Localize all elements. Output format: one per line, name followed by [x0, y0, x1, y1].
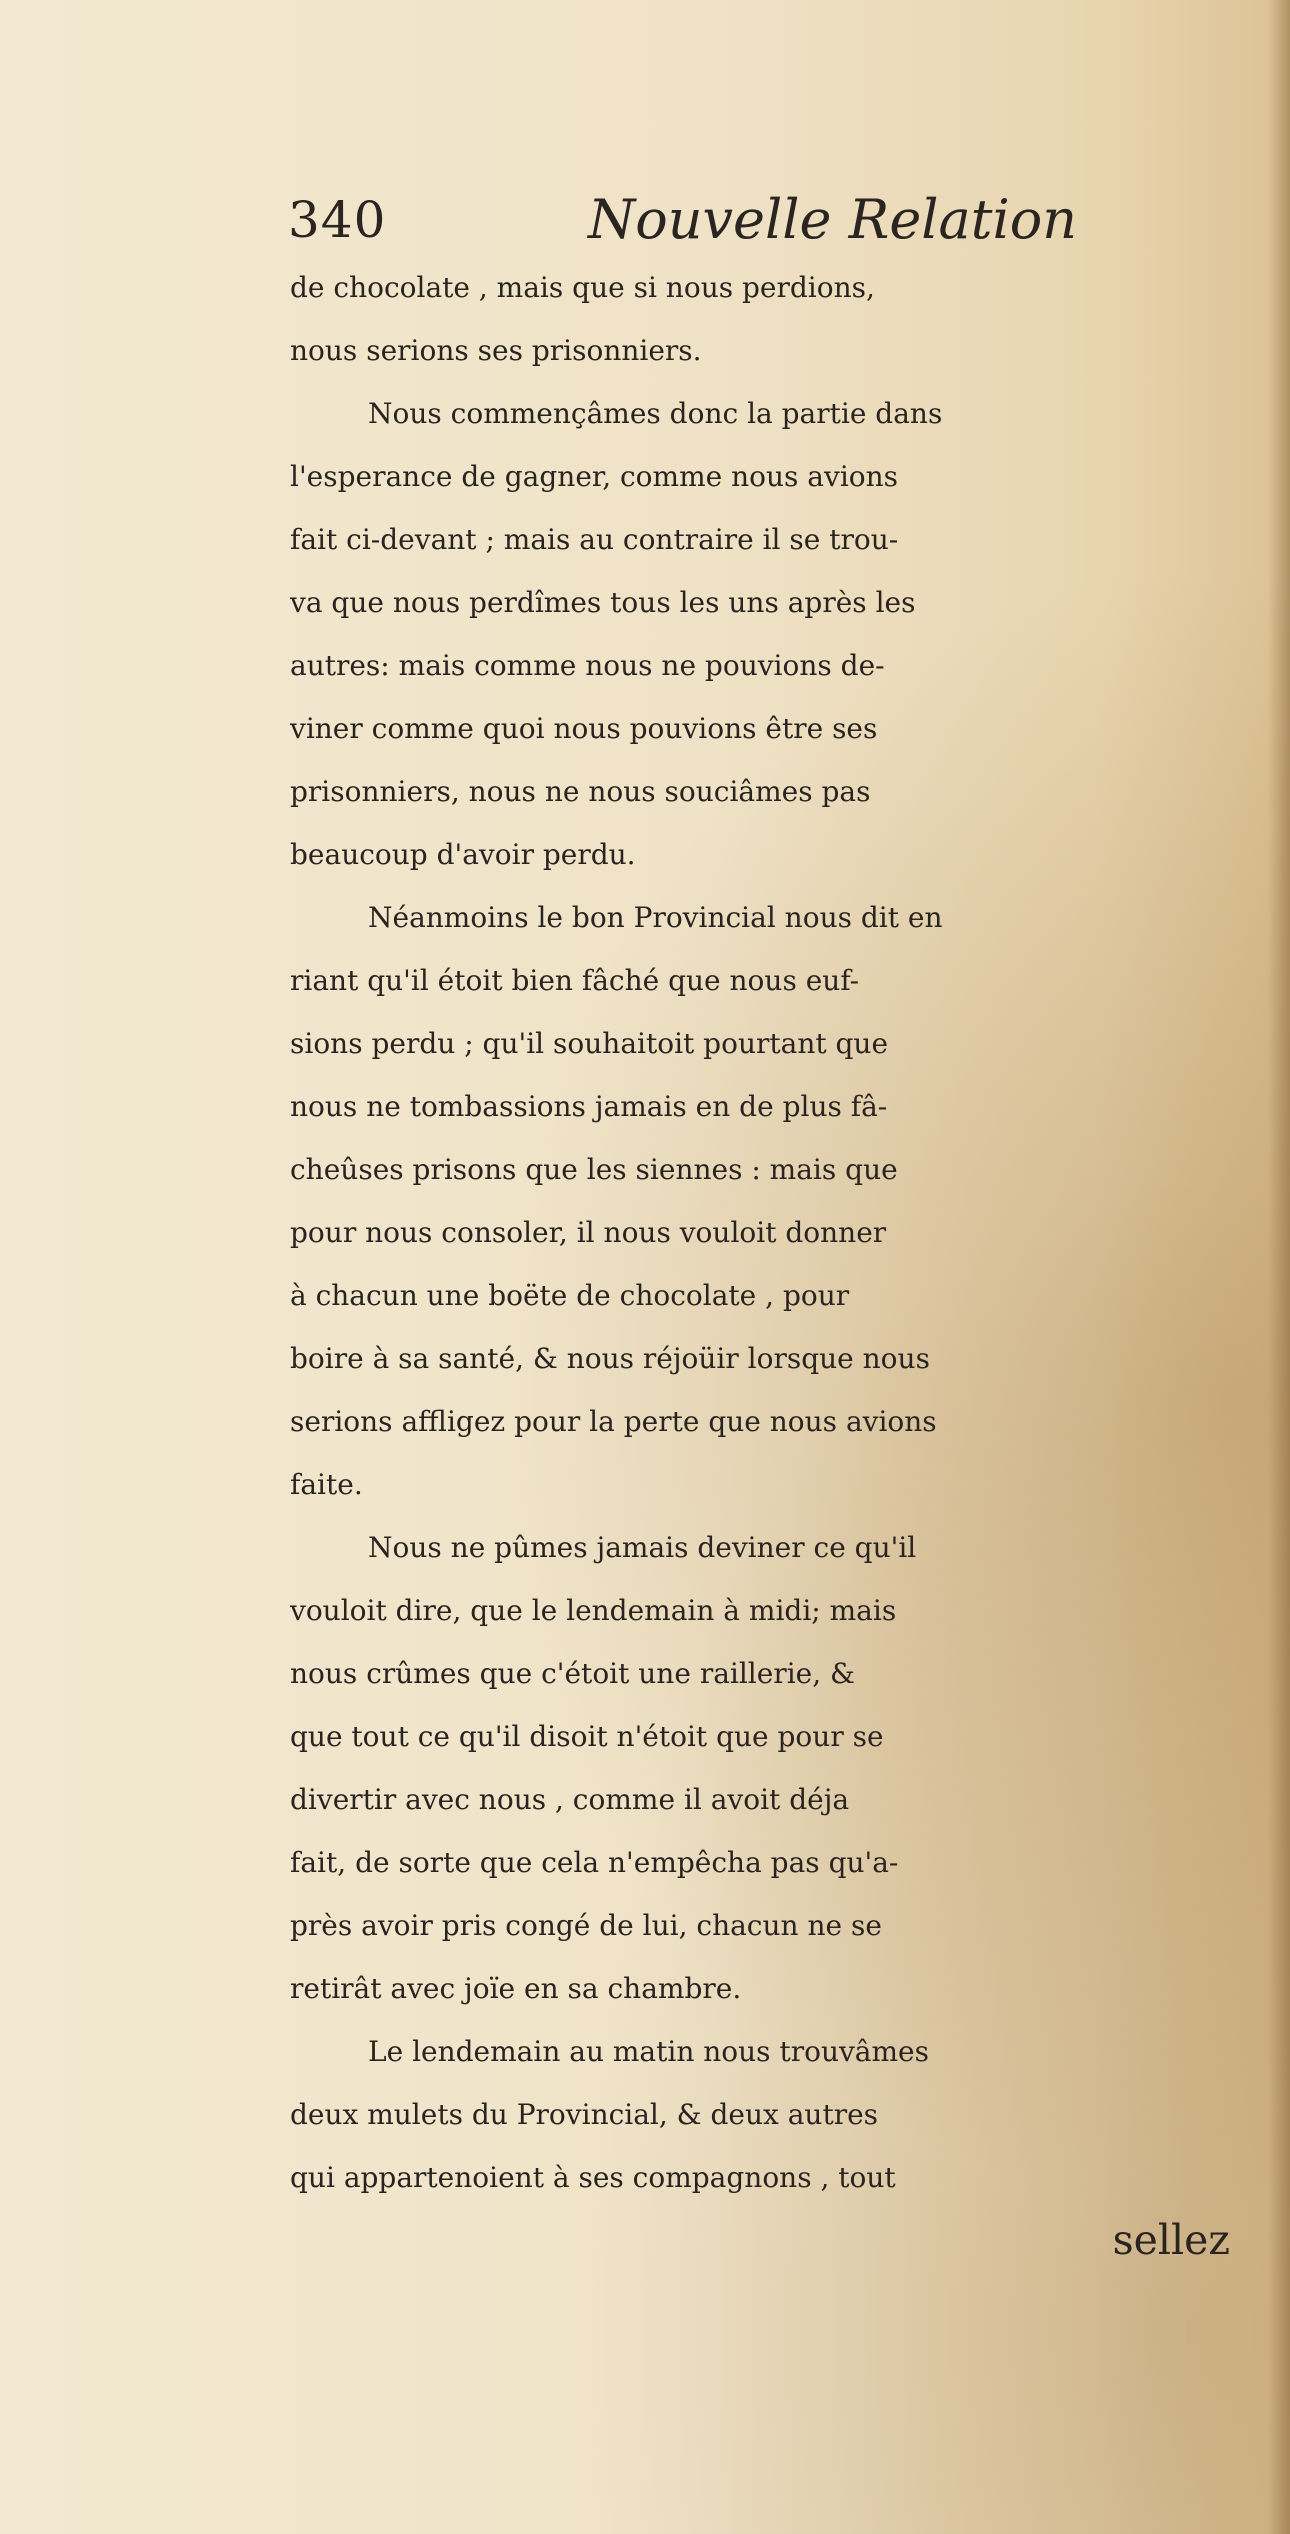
- text-line: l'esperance de gagner, comme nous avions: [290, 460, 899, 493]
- text-line: viner comme quoi nous pouvions être ses: [290, 712, 878, 745]
- text-line: faite.: [290, 1468, 363, 1501]
- text-line: riant qu'il étoit bien fâché que nous euf-: [290, 964, 860, 997]
- text-line: nous crûmes que c'étoit une raillerie, &: [290, 1657, 855, 1690]
- catchword: sellez: [1112, 2216, 1230, 2264]
- body-text: [290, 256, 1270, 2272]
- text-line: serions affligez pour la perte que nous avions: [290, 1405, 937, 1438]
- text-line: à chacun une boëte de chocolate , pour: [290, 1279, 850, 1312]
- text-line: vouloit dire, que le lendemain à midi; mais: [290, 1594, 897, 1627]
- text-line: retirât avec joïe en sa chambre.: [290, 1972, 742, 2005]
- text-line: pour nous consoler, il nous vouloit donner: [290, 1216, 887, 1249]
- text-line: autres: mais comme nous ne pouvions de-: [290, 649, 885, 682]
- text-line: fait ci-devant ; mais au contraire il se trou-: [290, 523, 899, 556]
- text-line: près avoir pris congé de lui, chacun ne se: [290, 1909, 882, 1942]
- text-line: cheûses prisons que les siennes : mais que: [290, 1153, 898, 1186]
- text-line: beaucoup d'avoir perdu.: [290, 838, 636, 871]
- text-line: deux mulets du Provincial, & deux autres: [290, 2098, 879, 2131]
- text-line: nous ne tombassions jamais en de plus fâ-: [290, 1090, 888, 1123]
- text-line: Néanmoins le bon Provincial nous dit en: [368, 901, 943, 934]
- text-line: Le lendemain au matin nous trouvâmes: [368, 2035, 929, 2068]
- page-number: 340: [288, 191, 387, 249]
- text-line: de chocolate , mais que si nous perdions,: [290, 271, 875, 304]
- text-line: boire à sa santé, & nous réjoüir lorsque nous: [290, 1342, 930, 1375]
- running-title: Nouvelle Relation: [588, 188, 1078, 251]
- text-line: va que nous perdîmes tous les uns après les: [290, 586, 916, 619]
- page-header: [288, 185, 1188, 255]
- text-line: Nous commençâmes donc la partie dans: [368, 397, 943, 430]
- text-line: Nous ne pûmes jamais deviner ce qu'il: [368, 1531, 917, 1564]
- page-edge-shadow: [1268, 0, 1290, 2534]
- text-line: prisonniers, nous ne nous souciâmes pas: [290, 775, 871, 808]
- text-line: divertir avec nous , comme il avoit déja: [290, 1783, 850, 1816]
- text-line: que tout ce qu'il disoit n'étoit que pour se: [290, 1720, 884, 1753]
- text-line: nous serions ses prisonniers.: [290, 334, 702, 367]
- text-line: fait, de sorte que cela n'empêcha pas qu'a-: [290, 1846, 899, 1879]
- text-line: sions perdu ; qu'il souhaitoit pourtant que: [290, 1027, 889, 1060]
- text-line: qui appartenoient à ses compagnons , tout: [290, 2161, 896, 2194]
